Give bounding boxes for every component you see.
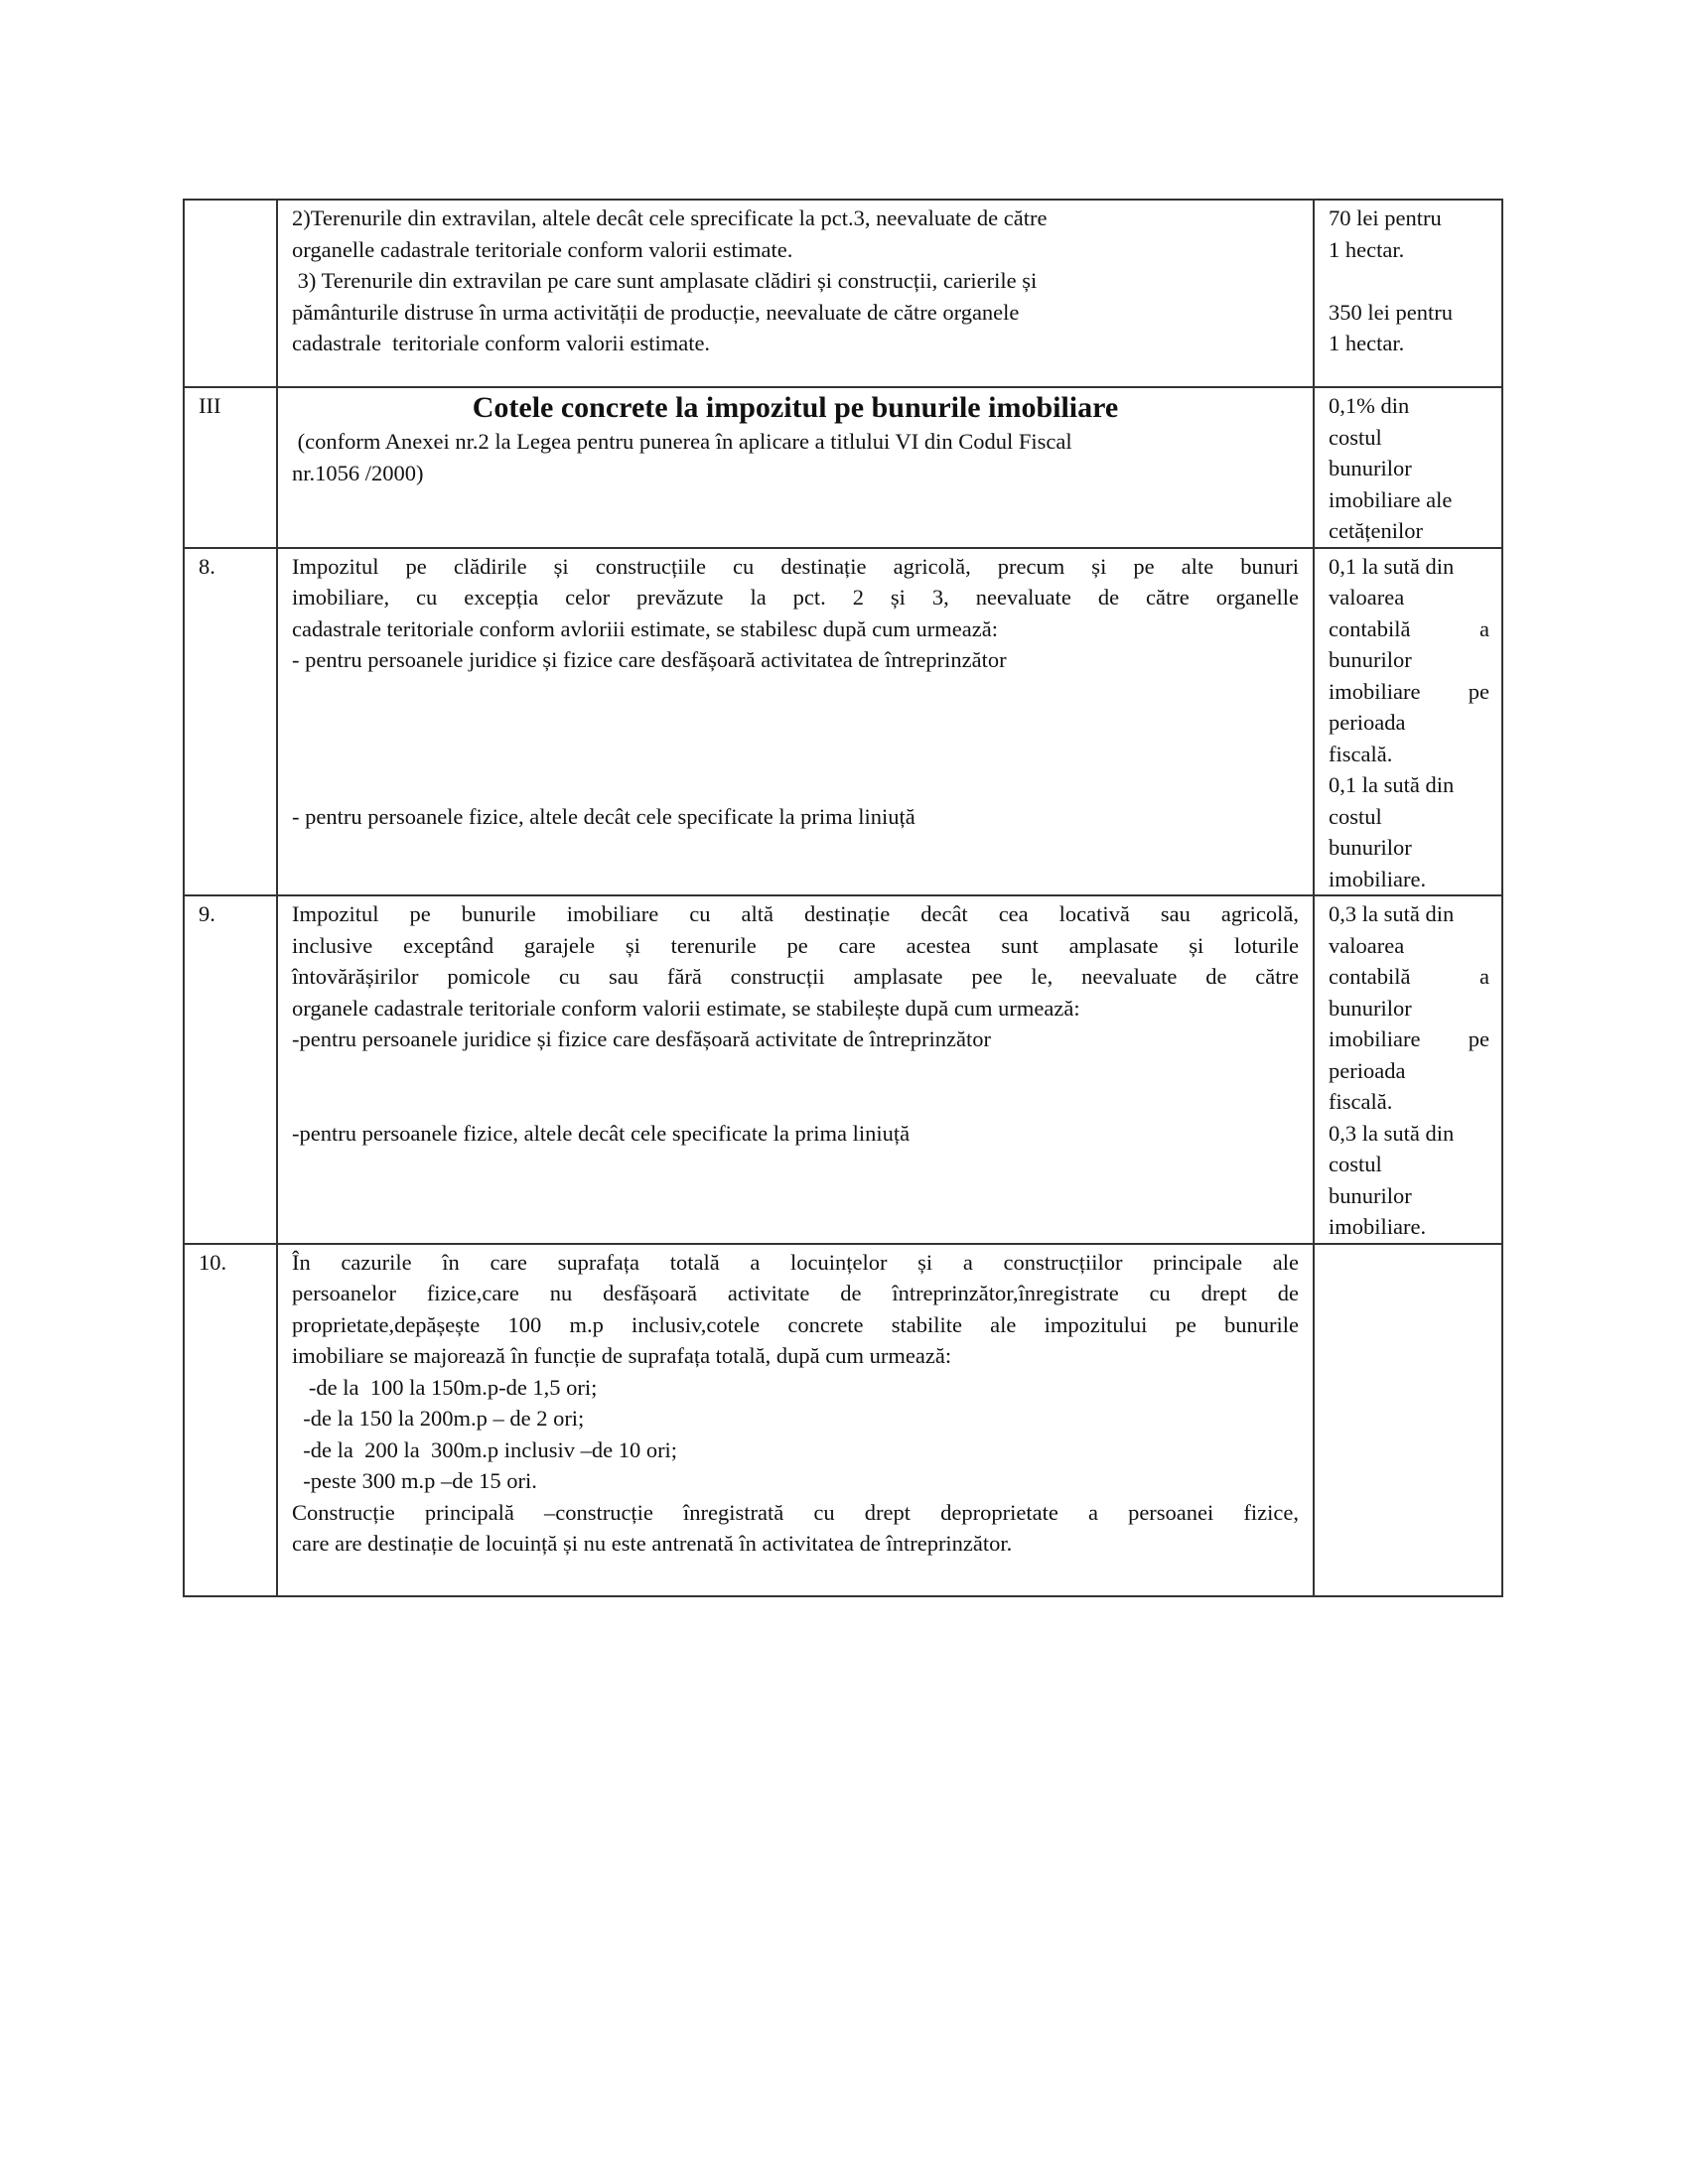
list-item: -pentru persoanele juridice și fizice care desfășoară activitate de întreprinzător: [292, 1026, 992, 1051]
rate-line: imobiliare.: [1329, 866, 1427, 891]
text-line: Construcție principală –construcție înregistrată cu drept deproprietate a persoanei fizice,: [292, 1499, 1299, 1525]
row-rate-empty: [1314, 1244, 1502, 1596]
rate-line: imobiliare pe: [1329, 1026, 1489, 1051]
text-line: persoanelor fizice,care nu desfășoară activitate de întreprinzător,înregistrate cu drept de: [292, 1281, 1299, 1305]
rate-line: 0,1% din: [1329, 393, 1410, 418]
table-row: [184, 1244, 1502, 1596]
tax-rates-table: [183, 199, 1503, 1597]
row-rate: [1314, 895, 1502, 1244]
text-line: Impozitul pe clădirile și construcțiile cu destinație agricolă, precum și pe alte bunuri: [292, 553, 1299, 579]
list-item: -pentru persoanele fizice, altele decât cele specificate la prima liniuță: [292, 1120, 911, 1146]
text-line: proprietate,depășește 100 m.p inclusiv,cotele concrete stabilite ale impozitului pe bunurile: [292, 1311, 1299, 1337]
spacer: [292, 676, 1299, 770]
table-row: [184, 548, 1502, 896]
rate-line: fiscală.: [1329, 1089, 1393, 1114]
text-line: care are destinație de locuință și nu este antrenată în activitatea de întreprinzător.: [292, 1531, 1013, 1556]
rate-line: bunurilor: [1329, 835, 1412, 860]
row-number: [184, 200, 277, 387]
row-number: 8.: [184, 548, 277, 896]
list-item: -peste 300 m.p –de 15 ori.: [292, 1468, 537, 1493]
rate-line: 0,3 la sută din: [1329, 1120, 1455, 1146]
row-number: 9.: [184, 895, 277, 1244]
rate-line: cetățenilor: [1329, 518, 1423, 543]
text-line: inclusive exceptând garajele și terenurile pe care acestea sunt amplasate și loturile: [292, 932, 1299, 958]
rate-line: perioada: [1329, 1057, 1406, 1083]
list-item: - pentru persoanele juridice și fizice care desfășoară activitatea de întreprinzător: [292, 647, 1007, 672]
text-line: În cazurile în care suprafața totală a locuințelor și a construcțiilor principale ale: [292, 1249, 1299, 1275]
section-number: III: [184, 387, 277, 548]
text-line: imobiliare se majorează în funcție de suprafața totală, după cum urmează:: [292, 1343, 952, 1368]
row-rate: [1314, 387, 1502, 548]
rate-line: imobiliare pe: [1329, 678, 1489, 704]
rate-line: 0,1 la sută din: [1329, 772, 1455, 797]
table-row-section: [184, 387, 1502, 548]
row-description: [277, 200, 1314, 387]
section-description: [277, 387, 1314, 548]
list-item: -de la 100 la 150m.p-de 1,5 ori;: [292, 1374, 598, 1400]
rate-line: contabilă a: [1329, 964, 1489, 989]
list-item: - pentru persoanele fizice, altele decât cele specificate la prima liniuță: [292, 803, 915, 829]
rate-line: 1 hectar.: [1329, 236, 1405, 262]
section-title: Cotele concrete la impozitul pe bunurile imobiliare: [472, 391, 1119, 424]
text-line: întovărășirilor pomicole cu sau fără construcții amplasate pee le, neevaluate de către: [292, 964, 1299, 989]
spacer: [292, 769, 1299, 801]
rate-line: contabilă a: [1329, 615, 1489, 641]
text-line: Impozitul pe bunurile imobiliare cu altă destinație decât cea locativă sau agricolă,: [292, 901, 1299, 926]
row-description: [277, 548, 1314, 896]
rate-line: 1 hectar.: [1329, 331, 1405, 355]
rate-line: 0,3 la sută din: [1329, 901, 1455, 926]
row-number: 10.: [184, 1244, 277, 1596]
rate-line: imobiliare ale: [1329, 486, 1453, 512]
rate-gap: [1329, 265, 1489, 297]
list-item: -de la 200 la 300m.p inclusiv –de 10 ori;: [292, 1436, 678, 1462]
table-row: [184, 895, 1502, 1244]
text-line: cadastrale teritoriale conform avloriii estimate, se stabilesc după cum urmează:: [292, 615, 998, 641]
row-description: [277, 1244, 1314, 1596]
text-line: cadastrale teritoriale conform valorii estimate.: [292, 331, 711, 355]
row-rate: [1314, 200, 1502, 387]
text-line: 3) Terenurile din extravilan pe care sunt amplasate clădiri și construcții, carierile și: [292, 268, 1038, 293]
text-line: pământurile distruse în urma activității de producție, neevaluate de către organele: [292, 299, 1020, 325]
rate-line: 350 lei pentru: [1329, 299, 1453, 325]
row-rate: [1314, 548, 1502, 896]
text-line: imobiliare, cu excepția celor prevăzute la pct. 2 și 3, neevaluate de către organelle: [292, 585, 1299, 610]
rate-line: costul: [1329, 1152, 1382, 1176]
text-line: 2)Terenurile din extravilan, altele decât cele sprecificate la pct.3, neevaluate de către: [292, 205, 1048, 230]
rate-line: bunurilor: [1329, 995, 1412, 1021]
rate-line: 0,1 la sută din: [1329, 553, 1455, 579]
spacer: [292, 1055, 1299, 1118]
text-line: nr.1056 /2000): [292, 460, 424, 485]
rate-line: costul: [1329, 424, 1382, 450]
text-line: organelle cadastrale teritoriale conform valorii estimate.: [292, 236, 793, 262]
rate-line: valoarea: [1329, 932, 1405, 958]
text-line: (conform Anexei nr.2 la Legea pentru punerea în aplicare a titlului VI din Codul Fiscal: [292, 429, 1072, 454]
text-line: organele cadastrale teritoriale conform valorii estimate, se stabilește după cum urmează:: [292, 995, 1080, 1021]
rate-line: bunurilor: [1329, 647, 1412, 672]
rate-line: fiscală.: [1329, 741, 1393, 766]
row-description: [277, 895, 1314, 1244]
rate-line: bunurilor: [1329, 456, 1412, 480]
rate-line: 70 lei pentru: [1329, 205, 1442, 230]
rate-line: costul: [1329, 803, 1382, 829]
rate-line: perioada: [1329, 710, 1406, 735]
rate-line: imobiliare.: [1329, 1214, 1427, 1239]
rate-line: valoarea: [1329, 585, 1405, 610]
list-item: -de la 150 la 200m.p – de 2 ori;: [292, 1406, 585, 1431]
table-row: [184, 200, 1502, 387]
rate-line: bunurilor: [1329, 1182, 1412, 1208]
